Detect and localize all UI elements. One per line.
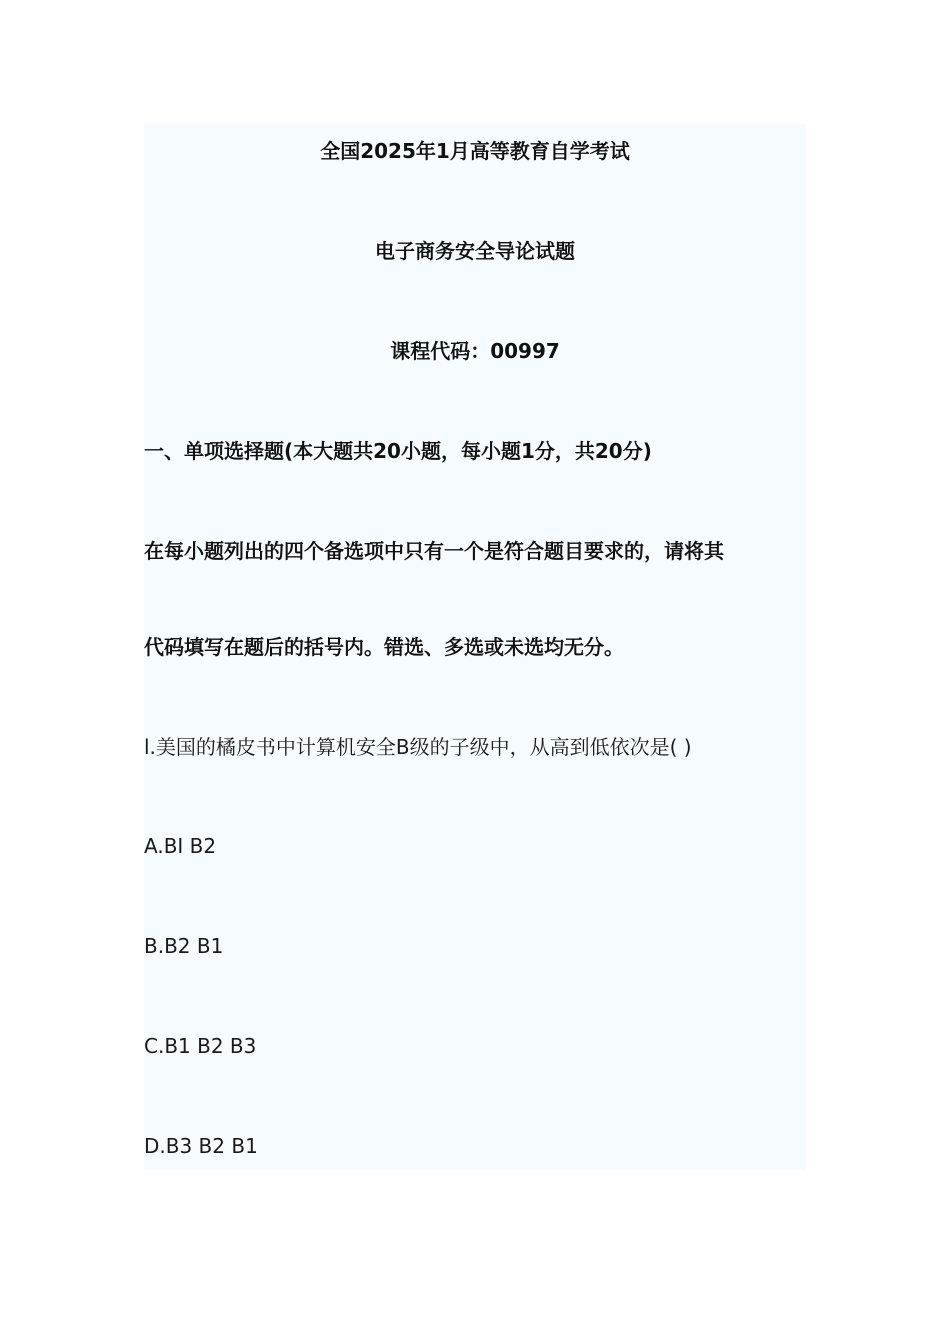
question-1-option-d: D.B3 B2 B1: [144, 1134, 258, 1158]
section-heading: 一、单项选择题(本大题共20小题，每小题1分，共20分): [144, 439, 652, 463]
question-1-option-c: C.B1 B2 B3: [144, 1034, 257, 1058]
course-code: 课程代码：00997: [390, 339, 560, 363]
instructions-line-1: 在每小题列出的四个备选项中只有一个是符合题目要求的，请将其: [144, 539, 724, 563]
question-1-option-a: A.BI B2: [144, 834, 217, 858]
question-1-stem: l.美国的橘皮书中计算机安全B级的子级中，从高到低依次是( ): [144, 735, 692, 759]
instructions-line-2: 代码填写在题后的括号内。错选、多选或未选均无分。: [144, 635, 624, 659]
question-1-option-b: B.B2 B1: [144, 934, 224, 958]
exam-subject: 电子商务安全导论试题: [375, 239, 575, 263]
exam-title: 全国2025年1月高等教育自学考试: [320, 139, 630, 163]
